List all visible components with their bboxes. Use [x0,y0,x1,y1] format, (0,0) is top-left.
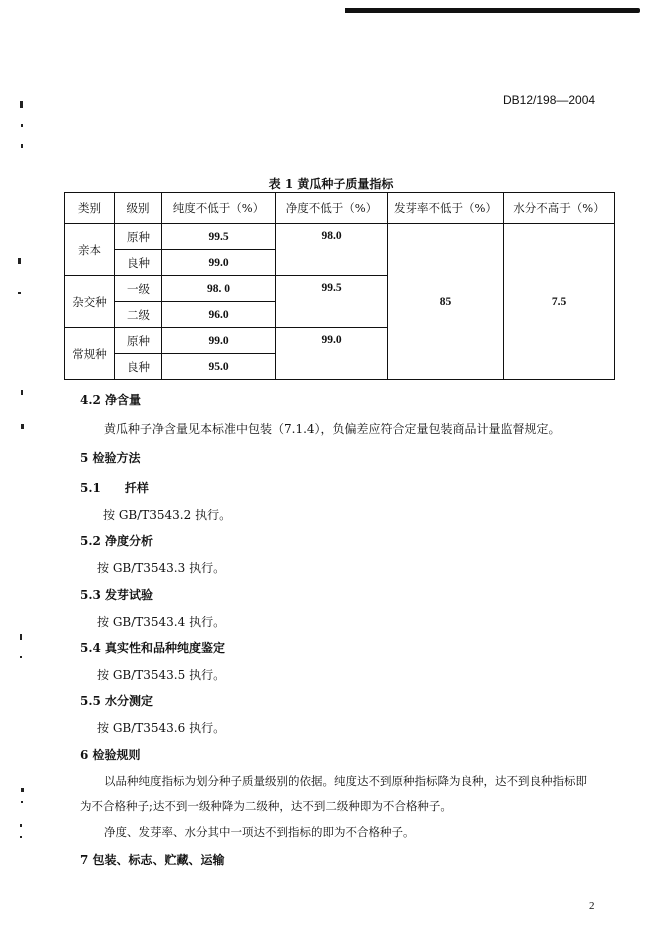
table-header-cell: 级别 [115,193,162,224]
section-6-body-line-2: 为不合格种子;达不到一级种降为二级种，达不到二级种即为不合格种子。 [80,799,452,813]
grade-cell: 二级 [115,302,162,328]
header-rule [345,8,640,13]
table-header-cell: 纯度不低于（%） [162,193,276,224]
purity-cell: 99.0 [162,328,276,354]
table-header-cell: 发芽率不低于（%） [388,193,504,224]
scan-mark [20,634,22,640]
scan-mark [21,144,23,148]
section-4-2-heading: 4.2 净含量 [80,393,142,407]
scan-mark [18,258,21,264]
grade-cell: 一级 [115,276,162,302]
scan-mark [21,788,24,792]
clarity-cell: 98.0 [276,224,388,276]
germination-cell: 85 [388,224,504,380]
category-cell: 亲本 [65,224,115,276]
document-number: DB12/198—2004 [503,93,596,107]
section-5-3-body: 按 GB/T3543.4 执行。 [97,615,226,629]
category-cell: 常规种 [65,328,115,380]
section-5-1-body: 按 GB/T3543.2 执行。 [103,508,232,522]
purity-cell: 99.5 [162,224,276,250]
purity-cell: 99.0 [162,250,276,276]
scan-mark [21,124,23,127]
section-5-heading: 5 检验方法 [80,451,141,465]
section-5-1-title: 扦样 [124,481,149,495]
section-6-body-line-3: 净度、发芽率、水分其中一项达不到指标的即为不合格种子。 [104,825,415,839]
section-5-5-heading: 5.5 水分测定 [80,694,154,708]
table-header-cell: 类别 [65,193,115,224]
grade-cell: 良种 [115,250,162,276]
clarity-cell: 99.5 [276,276,388,328]
purity-cell: 98. 0 [162,276,276,302]
section-5-3-heading: 5.3 发芽试验 [80,588,154,602]
table-row [65,224,615,250]
section-5-2-heading: 5.2 净度分析 [80,534,154,548]
section-5-5-body: 按 GB/T3543.6 执行。 [97,721,226,735]
grade-cell: 原种 [115,328,162,354]
section-6-heading: 6 检验规则 [80,748,141,762]
scan-mark [18,292,21,294]
category-cell: 杂交种 [65,276,115,328]
scan-mark [21,390,23,395]
scan-mark [21,424,24,429]
table-header-cell: 净度不低于（%） [276,193,388,224]
scan-mark [20,101,23,108]
page-number: 2 [589,900,595,912]
section-5-2-body: 按 GB/T3543.3 执行。 [97,561,226,575]
scan-mark [20,836,22,838]
section-5-4-heading: 5.4 真实性和品种纯度鉴定 [80,641,226,655]
quality-table [64,192,615,380]
purity-cell: 96.0 [162,302,276,328]
table-header-row [65,193,615,224]
section-4-2-body: 黄瓜种子净含量见本标准中包装（7.1.4），负偏差应符合定量包装商品计量监督规定。 [104,422,561,436]
grade-cell: 良种 [115,354,162,380]
clarity-cell: 99.0 [276,328,388,380]
scan-mark [20,656,22,658]
section-5-4-body: 按 GB/T3543.5 执行。 [97,668,226,682]
table-caption: 表 1 黄瓜种子质量指标 [268,177,394,191]
scan-mark [21,801,23,803]
table-header-cell: 水分不高于（%） [504,193,615,224]
section-5-1-heading [80,479,149,496]
grade-cell: 原种 [115,224,162,250]
section-7-heading: 7 包装、标志、贮藏、运输 [80,853,225,867]
moisture-cell: 7.5 [504,224,615,380]
section-5-1-number: 5.1 [80,481,101,495]
purity-cell: 95.0 [162,354,276,380]
section-6-body-line-1: 以品种纯度指标为划分种子质量级别的依据。纯度达不到原种指标降为良种，达不到良种指标即 [104,774,587,788]
scan-mark [20,824,22,827]
